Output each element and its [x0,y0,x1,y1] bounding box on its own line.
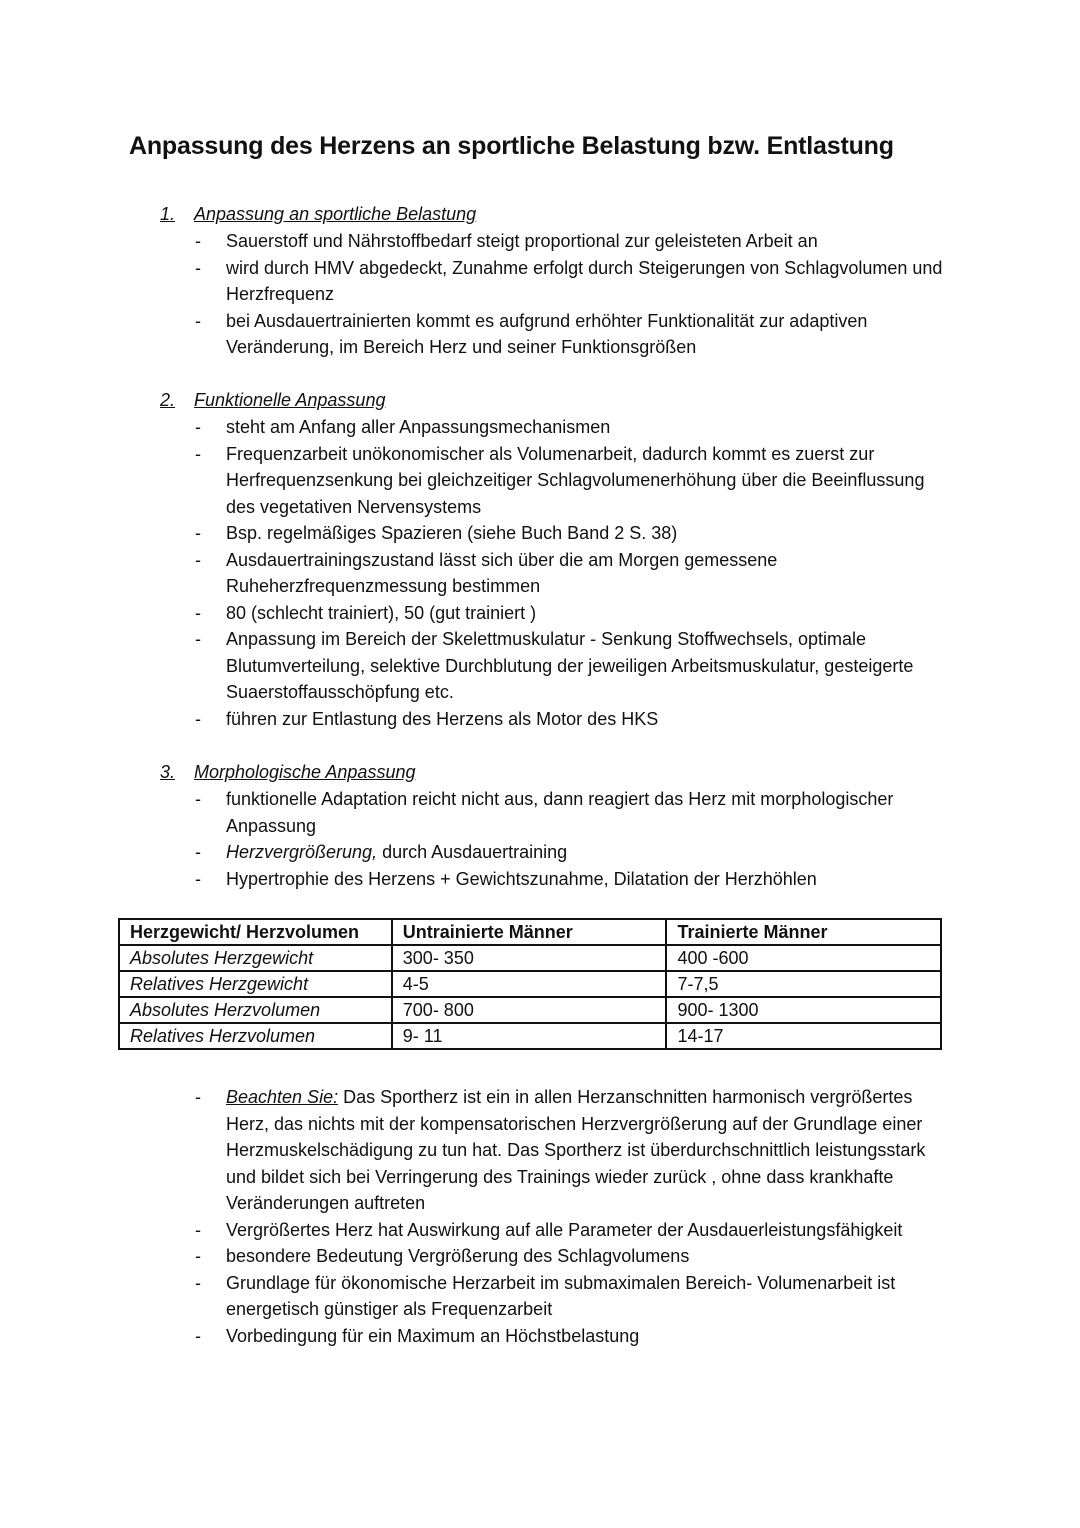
table-cell: 14-17 [666,1023,941,1049]
emphasis-text: Herzvergrößerung, [226,842,378,862]
row-label: Absolutes Herzgewicht [119,945,392,971]
list-item: - Vergrößertes Herz hat Auswirkung auf alle Parameter der Ausdauerleistungsfähigkeit [160,1217,956,1244]
table-cell: 4-5 [392,971,667,997]
heart-comparison-table [118,918,942,1050]
section-heading [160,759,960,786]
bullet-list [160,1084,960,1349]
note-item [160,1084,956,1217]
section-title: Morphologische Anpassung [194,762,416,782]
section-1 [160,201,960,361]
note-label: Beachten Sie: [226,1087,339,1107]
list-item: - wird durch HMV abgedeckt, Zunahme erfolgt durch Steigerungen von Schlagvolumen und Herzfrequenz [160,255,956,308]
section-title: Funktionelle Anpassung [194,390,386,410]
column-header: Trainierte Männer [666,919,941,945]
document-title: Anpassung des Herzens an sportliche Belastung bzw. Entlastung [129,132,894,160]
section-3 [160,759,960,892]
bullet-list [160,786,960,892]
section-number: 3. [160,762,176,782]
section-number: 1. [160,204,176,224]
table-row [119,1023,941,1049]
list-item: - führen zur Entlastung des Herzens als Motor des HKS [160,706,956,733]
list-item [160,839,956,866]
table-cell: 7-7,5 [666,971,941,997]
row-label: Relatives Herzgewicht [119,971,392,997]
table-header-row [119,919,941,945]
section-number: 2. [160,390,176,410]
list-item: - bei Ausdauertrainierten kommt es aufgrund erhöhter Funktionalität zur adaptiven Veränderung, im Bereich Herz und seiner Funktionsgrößen [160,308,956,361]
bullet-list [160,414,960,732]
section-2 [160,387,960,732]
row-label: Relatives Herzvolumen [119,1023,392,1049]
list-item: - besondere Bedeutung Vergrößerung des Schlagvolumens [160,1243,956,1270]
list-item: - Ausdauertrainingszustand lässt sich über die am Morgen gemessene Ruheherzfrequenzmessung bestimmen [160,547,956,600]
list-item: - 80 (schlecht trainiert), 50 (gut trainiert ) [160,600,956,627]
row-label: Absolutes Herzvolumen [119,997,392,1023]
column-header: Herzgewicht/ Herzvolumen [119,919,392,945]
bullet-list [160,228,960,361]
section-title: Anpassung an sportliche Belastung [194,204,477,224]
table-cell: 700- 800 [392,997,667,1023]
section-heading [160,387,960,414]
table-cell: 900- 1300 [666,997,941,1023]
column-header: Untrainierte Männer [392,919,667,945]
list-item: - steht am Anfang aller Anpassungsmechanismen [160,414,956,441]
list-item: - Vorbedingung für ein Maximum an Höchstbelastung [160,1323,956,1350]
table-row [119,997,941,1023]
table-row [119,945,941,971]
section-heading [160,201,960,228]
table-cell: 300- 350 [392,945,667,971]
table-row [119,971,941,997]
list-item: - Hypertrophie des Herzens + Gewichtszunahme, Dilatation der Herzhöhlen [160,866,956,893]
table-cell: 9- 11 [392,1023,667,1049]
list-item: - Bsp. regelmäßiges Spazieren (siehe Buch Band 2 S. 38) [160,520,956,547]
list-item: - Sauerstoff und Nährstoffbedarf steigt proportional zur geleisteten Arbeit an [160,228,956,255]
notes-section [160,1084,960,1349]
list-item-text: durch Ausdauertraining [377,842,568,862]
list-item: - Frequenzarbeit unökonomischer als Volumenarbeit, dadurch kommt es zuerst zur Herfrequenzsenkung bei gleichzeitiger Schlagvolumenerhöhung über die Beeinflussung des vegetativen Nervensystems [160,441,956,521]
table-cell: 400 -600 [666,945,941,971]
list-item: - Grundlage für ökonomische Herzarbeit im submaximalen Bereich- Volumenarbeit ist energetisch günstiger als Frequenzarbeit [160,1270,956,1323]
list-item: - Anpassung im Bereich der Skelettmuskulatur - Senkung Stoffwechsels, optimale Blutumverteilung, selektive Durchblutung der jeweiligen Arbeitsmuskulatur, gesteigerte Suaerstoffausschöpfung etc. [160,626,956,706]
note-text: Das Sportherz ist ein in allen Herzanschnitten harmonisch vergrößertes Herz, das nichts mit der kompensatorischen Herzvergrößerung auf der Grundlage einer Herzmuskelschädigung zu tun hat. Das Sportherz ist überdurchschnittlich leistungsstark und bildet sich bei Verringerung des Trainings wieder zurück , ohne dass krankhafte Veränderungen auftreten [226,1087,926,1213]
list-item: - funktionelle Adaptation reicht nicht aus, dann reagiert das Herz mit morphologischer Anpassung [160,786,956,839]
